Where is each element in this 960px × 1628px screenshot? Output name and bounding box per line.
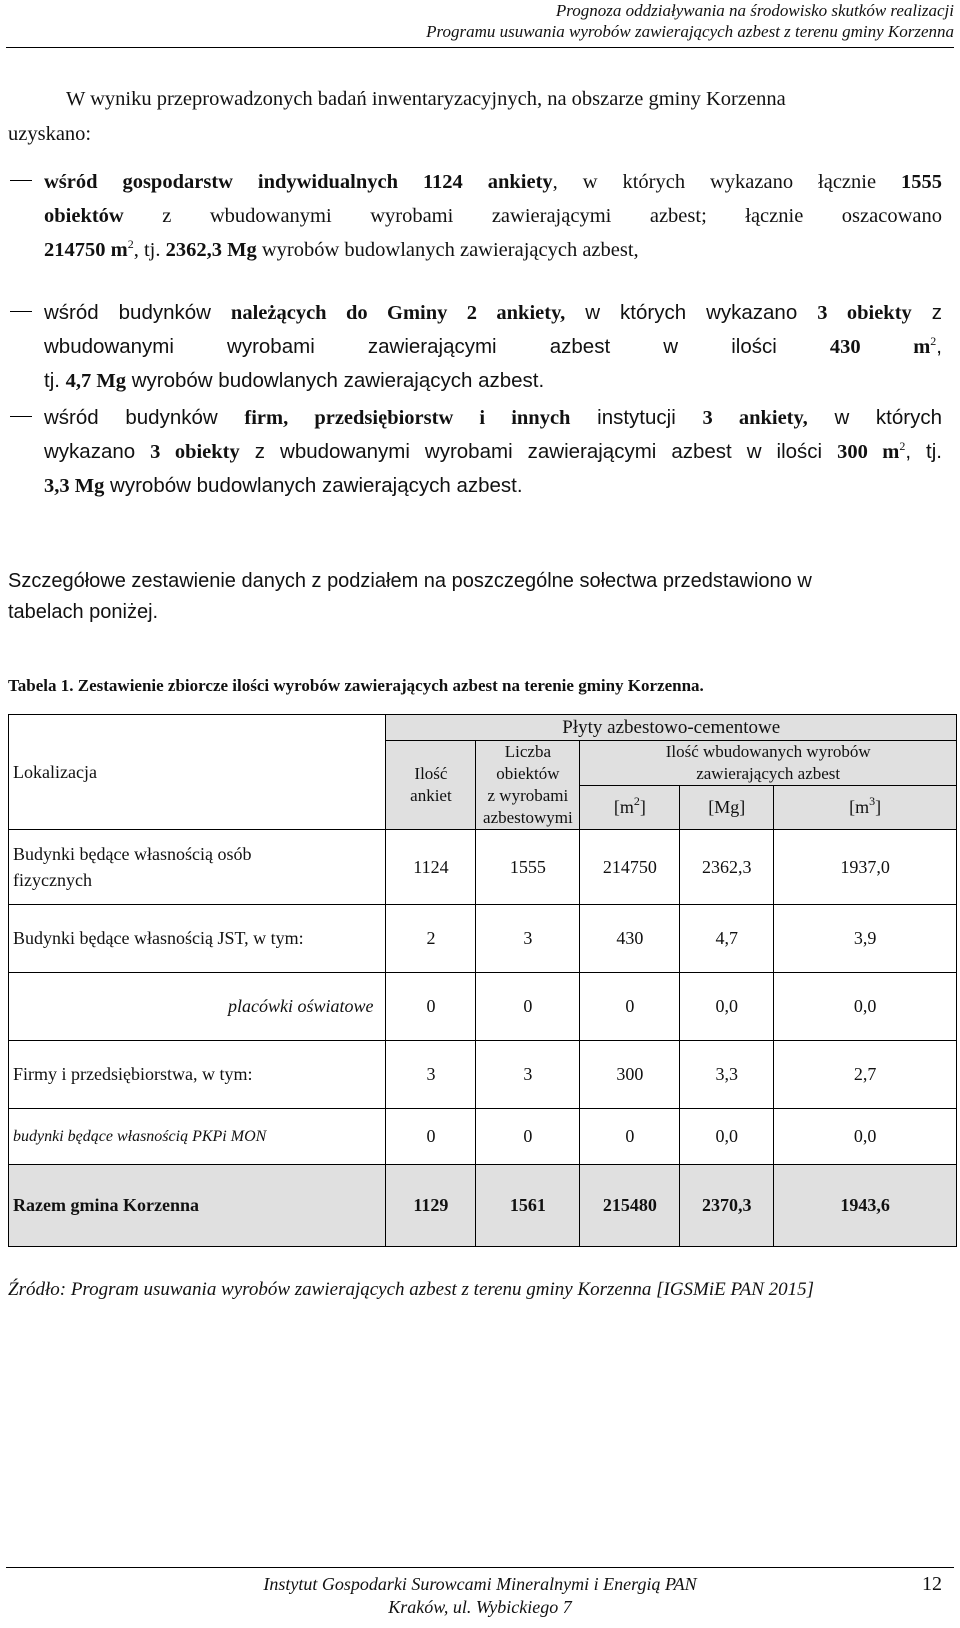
cell-mg: 0,0 (680, 973, 774, 1041)
col-header-amount: Ilość wbudowanych wyrobów zawierających azbest (580, 741, 957, 786)
cell-mg: 4,7 (680, 905, 774, 973)
cell-m3: 1943,6 (774, 1165, 957, 1247)
cell-objects: 3 (476, 905, 580, 973)
cell-m2: 300 (580, 1041, 680, 1109)
source-note: Źródło: Program usuwania wyrobów zawierających azbest z terenu gminy Korzenna [IGSMiE PAN 2015] (8, 1279, 815, 1300)
cell-mg: 2362,3 (680, 830, 774, 905)
page-header (0, 0, 960, 46)
row-label: Budynki będące własnością JST, w tym: (9, 905, 386, 973)
cell-m3: 1937,0 (774, 830, 957, 905)
cell-mg: 3,3 (680, 1041, 774, 1109)
cell-m3: 0,0 (774, 1109, 957, 1165)
col-header-unit-m2: $[m^2]$ (580, 786, 680, 830)
cell-objects: 3 (476, 1041, 580, 1109)
table-row (9, 830, 957, 905)
table-row (9, 973, 957, 1041)
cell-surveys: 2 (386, 905, 476, 973)
cell-m2: 0 (580, 973, 680, 1041)
cell-m2: 0 (580, 1109, 680, 1165)
table-row (9, 1109, 957, 1165)
asbestos-summary-table (8, 714, 957, 1247)
cell-surveys: 3 (386, 1041, 476, 1109)
cell-m2: 430 (580, 905, 680, 973)
summary-line-1: Szczegółowe zestawienie danych z podziałem na poszczególne sołectwa przedstawiono w (8, 570, 812, 592)
cell-objects: 0 (476, 1109, 580, 1165)
intro-line-1: W wyniku przeprowadzonych badań inwentaryzacyjnych, na obszarze gminy Korzenna (66, 88, 786, 110)
table-header-row-1 (9, 715, 957, 741)
row-label: Firmy i przedsiębiorstwa, w tym: (9, 1041, 386, 1109)
table-row (9, 905, 957, 973)
cell-m3: 3,9 (774, 905, 957, 973)
cell-objects: 0 (476, 973, 580, 1041)
bullet-1: wśród gospodarstw indywidualnych 1124 ankiety, w których wykazano łącznie 1555 obiektów z wbudowanymi wyrobami zawierającymi azbest; łącznie oszacowano 214750 $m^2$, tj. 2362,3 Mg wyrobów budowlanych zawierających azbest, (44, 171, 942, 261)
col-header-objects: Liczba obiektów z wyrobami azbestowymi (476, 741, 580, 830)
bullet-dash-2 (10, 311, 32, 312)
footer-line-2: Kraków, ul. Wybickiego 7 (388, 1597, 572, 1617)
cell-m2: 215480 (580, 1165, 680, 1247)
row-label: Razem gmina Korzenna (9, 1165, 386, 1247)
header-rule (6, 47, 954, 48)
cell-m2: 214750 (580, 830, 680, 905)
row-label: budynki będące własnością PKPi MON (9, 1109, 386, 1165)
cell-mg: 0,0 (680, 1109, 774, 1165)
footer-line-1: Instytut Gospodarki Surowcami Mineralnymi i Energią PAN (263, 1574, 697, 1594)
table-row (9, 1041, 957, 1109)
cell-mg: 2370,3 (680, 1165, 774, 1247)
cell-objects: 1561 (476, 1165, 580, 1247)
cell-surveys: 1124 (386, 830, 476, 905)
table-caption: Tabela 1. Zestawienie zbiorcze ilości wyrobów zawierających azbest na terenie gminy Korzenna. (8, 676, 704, 695)
header-line-1: Prognoza oddziaływania na środowisko skutków realizacji (555, 1, 954, 20)
bullet-2: wśród budynków należących do Gminy 2 ankiety, w których wykazano 3 obiekty z wbudowanymi wyrobami zawierającymi azbest w ilości 430 $m^2$, tj. 4,7 Mg wyrobów budowlanych zawierających azbest. (44, 301, 942, 392)
col-header-surveys: Ilość ankiet (386, 741, 476, 830)
col-header-group: Płyty azbestowo-cementowe (386, 715, 957, 741)
bullet-dash-3 (10, 416, 32, 417)
footer-rule (6, 1567, 954, 1568)
cell-m3: 0,0 (774, 973, 957, 1041)
page-number: 12 (922, 1573, 942, 1595)
cell-objects: 1555 (476, 830, 580, 905)
page-footer (0, 1573, 960, 1619)
table-total-row (9, 1165, 957, 1247)
cell-surveys: 0 (386, 1109, 476, 1165)
col-header-location: Lokalizacja (9, 715, 386, 830)
cell-m3: 2,7 (774, 1041, 957, 1109)
bullet-dash-1 (10, 180, 32, 181)
cell-surveys: 1129 (386, 1165, 476, 1247)
row-label: Budynki będące własnością osób fizycznych (9, 830, 386, 905)
cell-surveys: 0 (386, 973, 476, 1041)
summary-line-2: tabelach poniżej. (8, 601, 159, 623)
col-header-unit-m3: $[m^3]$ (774, 786, 957, 830)
col-header-unit-mg: [Mg] (680, 786, 774, 830)
header-line-2: Programu usuwania wyrobów zawierających azbest z terenu gminy Korzenna (426, 22, 954, 41)
bullet-3: wśród budynków firm, przedsiębiorstw i innych instytucji 3 ankiety, w których wykazano 3 obiekty z wbudowanymi wyrobami zawierającymi azbest w ilości 300 $m^2$, tj. 3,3 Mg wyrobów budowlanych zawierających azbest. (44, 406, 943, 497)
row-label: placówki oświatowe (9, 973, 386, 1041)
intro-line-2: uzyskano: (8, 123, 92, 145)
